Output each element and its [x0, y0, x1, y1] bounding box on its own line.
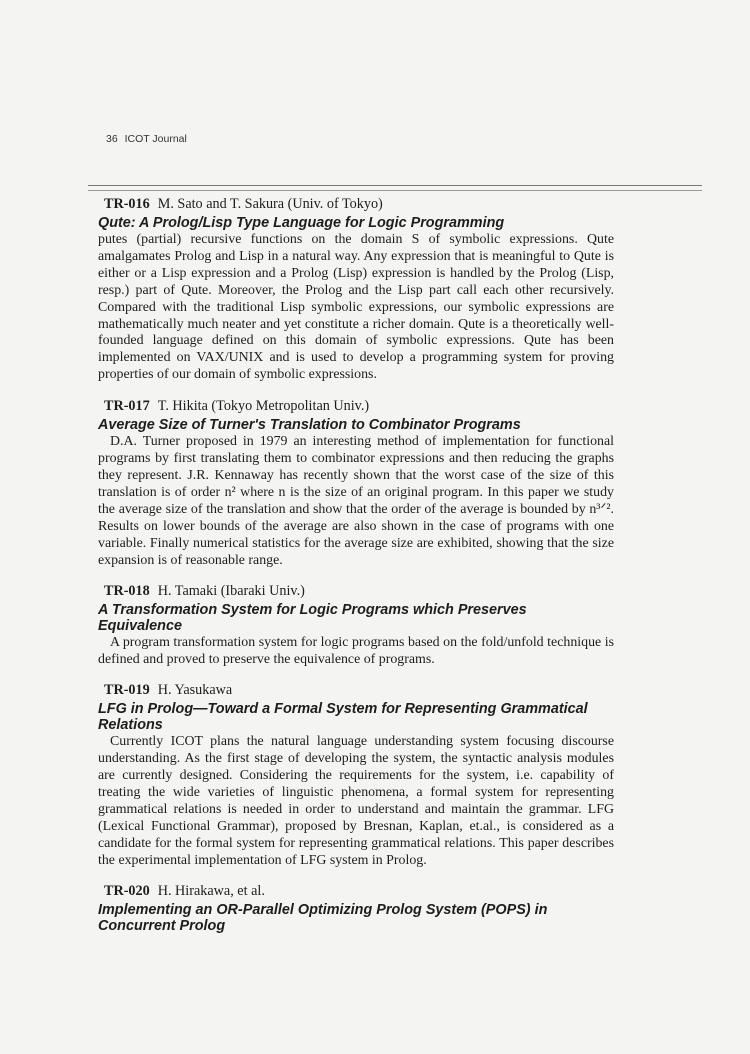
- report-header: [104, 883, 614, 900]
- report-entry-tr-020: [98, 883, 614, 934]
- report-title: Implementing an OR-Parallel Optimizing Prolog System (POPS) in Concurrent Prolog: [98, 902, 548, 935]
- report-authors: H. Hirakawa, et al.: [157, 883, 265, 900]
- report-authors: T. Hikita (Tokyo Metropolitan Univ.): [157, 398, 370, 415]
- report-entry-tr-016: [98, 196, 614, 384]
- report-abstract: D.A. Turner proposed in 1979 an interesting method of implementation for functional programs by first translating them to combinator expressions and then reducing the graphs they represent. J.R. Kennaway has recently shown that the worst case of the size of this translation is of order n² where n is the size of an original program. In this paper we study the average size of the translation and show that the order of the average is bounded by n³ᐟ². Results on lower bounds of the average are also shown in the case of programs with one variable. Finally numerical statistics for the average size are exhibited, showing that the size expansion is of reasonable range.: [98, 434, 614, 568]
- report-title: A Transformation System for Logic Programs which Preserves Equivalence: [98, 602, 527, 635]
- report-entry-tr-018: [98, 583, 614, 669]
- report-header: [104, 196, 614, 213]
- report-header: [104, 583, 614, 600]
- report-list: [98, 196, 614, 946]
- report-title: Qute: A Prolog/Lisp Type Language for Logic Programming: [98, 215, 505, 231]
- report-authors: H. Yasukawa: [157, 682, 233, 699]
- report-title: Average Size of Turner's Translation to Combinator Programs: [98, 417, 521, 434]
- report-abstract: Currently ICOT plans the natural language understanding system focusing discourse understanding. As the first stage of developing the system, the syntactic analysis modules are currently designed. Considering the requirements for the system, i.e. capability of treating the wide varieties of linguistic phenomena, a formal system for representing grammatical relations is needed in order to understand and maintain the grammar. LFG (Lexical Functional Grammar), proposed by Bresnan, Kaplan, et.al., is considered as a candidate for the formal system for representing grammatical relations. This paper describes the experimental implementation of LFG system in Prolog.: [98, 734, 614, 868]
- report-header: [104, 398, 614, 415]
- report-entry-tr-019: [98, 682, 614, 869]
- report-abstract: putes (partial) recursive functions on the domain S of symbolic expressions. Qute amalgamates Prolog and Lisp in a natural way. Any expression that is meaningful to Qute is either or a Lisp expression and a Prolog (Lisp) expression is handled by the Prolog (Lisp, resp.) part of Qute. Moreover, the Prolog and the Lisp part call each other recursively. Compared with the traditional Lisp symbolic expressions, our symbolic expressions are mathematically much neater and yet constitute a richer domain. Qute is a theoretically well-founded language defined on this domain of symbolic expressions. Qute has been implemented on VAX/UNIX and is used to develop a programming system for proving properties of our domain of symbolic expressions.: [98, 232, 614, 383]
- report-header: [104, 682, 614, 699]
- report-authors: H. Tamaki (Ibaraki Univ.): [157, 583, 305, 600]
- report-id: TR-017: [104, 398, 150, 415]
- report-entry-tr-017: [98, 398, 614, 569]
- report-id: TR-018: [104, 583, 150, 600]
- report-abstract: A program transformation system for logic programs based on the fold/unfold technique is defined and proved to preserve the equivalence of programs.: [98, 635, 614, 668]
- report-authors: M. Sato and T. Sakura (Univ. of Tokyo): [157, 196, 383, 212]
- journal-name: ICOT Journal: [124, 133, 187, 145]
- header-rule: [88, 185, 702, 191]
- report-id: TR-016: [104, 196, 150, 212]
- running-head: [106, 133, 187, 145]
- page-number: 36: [106, 133, 118, 145]
- report-id: TR-020: [104, 883, 150, 900]
- report-id: TR-019: [104, 682, 150, 699]
- report-title: LFG in Prolog—Toward a Formal System for Representing Grammatical Relations: [98, 701, 588, 734]
